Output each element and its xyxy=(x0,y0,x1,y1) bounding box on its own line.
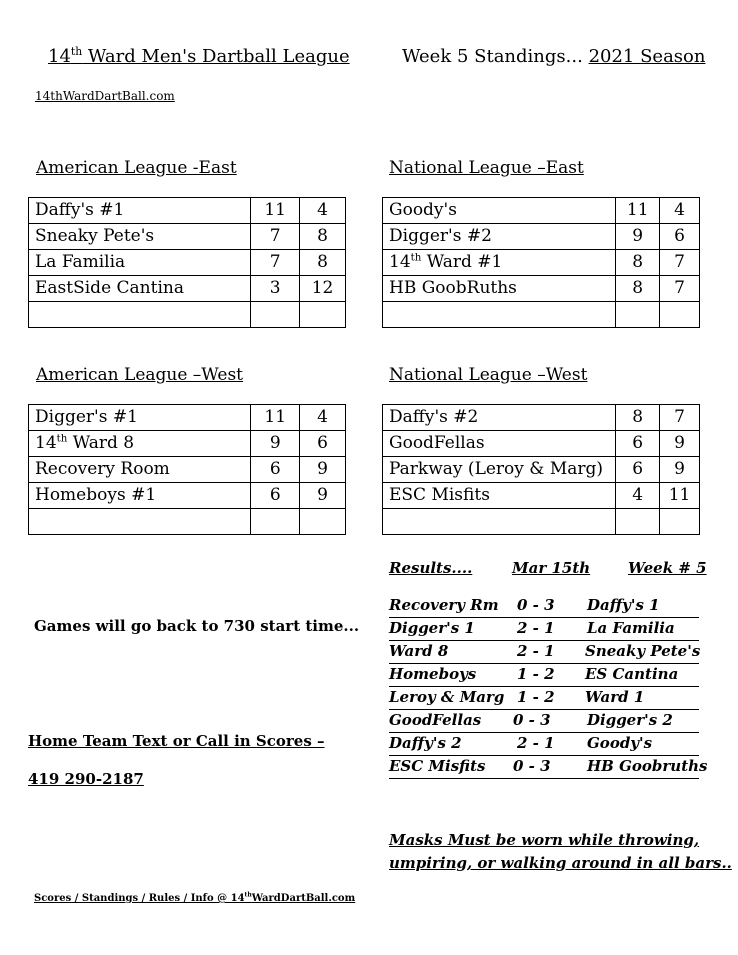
team-name xyxy=(29,431,251,457)
table-row xyxy=(383,483,700,509)
team-name-number: 14 xyxy=(389,252,411,272)
table-row xyxy=(383,431,700,457)
losses: 4 xyxy=(660,198,700,224)
team-name xyxy=(383,250,616,276)
team-name: GoodFellas xyxy=(383,431,616,457)
losses: 9 xyxy=(660,457,700,483)
wins: 7 xyxy=(251,224,300,250)
results-label: Results.... xyxy=(389,559,473,577)
losses: 11 xyxy=(660,483,700,509)
home-team: ESC Misfits xyxy=(389,757,486,775)
masks-note-line1: Masks Must be worn while throwing, xyxy=(389,831,700,849)
wins: 6 xyxy=(616,431,660,457)
league-title-sup: th xyxy=(70,45,83,58)
result-row xyxy=(389,596,699,618)
wins: 11 xyxy=(251,405,300,431)
empty-cell xyxy=(300,302,346,328)
table-row xyxy=(29,431,346,457)
score: 1 - 2 xyxy=(517,665,555,683)
score: 1 - 2 xyxy=(517,688,555,706)
score: 2 - 1 xyxy=(517,734,555,752)
wins: 7 xyxy=(251,250,300,276)
footer-links xyxy=(34,893,355,904)
phone-number[interactable]: 419 290-2187 xyxy=(28,770,144,788)
empty-cell xyxy=(660,302,700,328)
team-name-text: Ward #1 xyxy=(421,252,503,272)
start-time-note: Games will go back to 730 start time... xyxy=(34,617,360,635)
away-team: Daffy's 1 xyxy=(587,596,660,614)
team-name: Daffy's #2 xyxy=(383,405,616,431)
results-week: Week # 5 xyxy=(628,559,707,577)
wins: 8 xyxy=(616,405,660,431)
results-date: Mar 15th xyxy=(512,559,591,577)
team-name: La Familia xyxy=(29,250,251,276)
losses: 8 xyxy=(300,250,346,276)
losses: 9 xyxy=(300,483,346,509)
empty-cell xyxy=(251,302,300,328)
empty-cell xyxy=(616,302,660,328)
away-team: La Familia xyxy=(587,619,675,637)
table-row-empty xyxy=(29,302,346,328)
footer-sup: th xyxy=(244,891,252,899)
wins: 8 xyxy=(616,276,660,302)
empty-cell xyxy=(251,509,300,535)
result-row xyxy=(389,757,708,779)
league-title xyxy=(48,46,350,67)
nl-east-title: National League –East xyxy=(389,158,584,178)
wins: 4 xyxy=(616,483,660,509)
standings-title xyxy=(402,46,705,67)
team-name-sup: th xyxy=(410,252,422,264)
nl-west-table xyxy=(382,404,700,535)
team-name-text: Ward 8 xyxy=(67,433,135,453)
team-name-number: 14 xyxy=(35,433,57,453)
table-row xyxy=(383,276,700,302)
website-link[interactable]: 14thWardDartBall.com xyxy=(35,89,175,103)
table-row-empty xyxy=(29,509,346,535)
home-team-note: Home Team Text or Call in Scores – xyxy=(28,732,325,750)
table-row-empty xyxy=(383,509,700,535)
table-row xyxy=(383,198,700,224)
losses: 9 xyxy=(300,457,346,483)
empty-cell xyxy=(29,509,251,535)
wins: 6 xyxy=(251,457,300,483)
empty-cell xyxy=(300,509,346,535)
away-team: HB Goobruths xyxy=(587,757,708,775)
wins: 11 xyxy=(616,198,660,224)
team-name: Recovery Room xyxy=(29,457,251,483)
league-title-text: Ward Men's Dartball League xyxy=(82,46,350,67)
footer-site[interactable]: WardDartBall.com xyxy=(251,893,356,904)
table-row xyxy=(29,198,346,224)
home-team: Daffy's 2 xyxy=(389,734,462,752)
team-name: Daffy's #1 xyxy=(29,198,251,224)
away-team: ES Cantina xyxy=(585,665,679,683)
team-name: Sneaky Pete's xyxy=(29,224,251,250)
home-team: Digger's 1 xyxy=(389,619,475,637)
losses: 7 xyxy=(660,405,700,431)
team-name: EastSide Cantina xyxy=(29,276,251,302)
team-name: ESC Misfits xyxy=(383,483,616,509)
score: 0 - 3 xyxy=(517,596,555,614)
wins: 6 xyxy=(251,483,300,509)
league-title-number: 14 xyxy=(48,46,71,67)
result-row xyxy=(389,711,699,733)
result-row xyxy=(389,619,699,641)
nl-west-title: National League –West xyxy=(389,365,588,385)
losses: 8 xyxy=(300,224,346,250)
home-team: Homeboys xyxy=(389,665,477,683)
result-row xyxy=(389,642,699,664)
empty-cell xyxy=(616,509,660,535)
al-east-table xyxy=(28,197,346,328)
table-row xyxy=(383,224,700,250)
table-row xyxy=(383,250,700,276)
losses: 4 xyxy=(300,405,346,431)
losses: 7 xyxy=(660,276,700,302)
empty-cell xyxy=(29,302,251,328)
home-team: Recovery Rm xyxy=(389,596,499,614)
team-name: Parkway (Leroy & Marg) xyxy=(383,457,616,483)
wins: 9 xyxy=(251,431,300,457)
home-team: Leroy & Marg xyxy=(389,688,505,706)
team-name: Digger's #1 xyxy=(29,405,251,431)
result-row xyxy=(389,734,699,756)
table-row xyxy=(29,250,346,276)
season-label: 2021 Season xyxy=(588,46,706,67)
table-row xyxy=(29,457,346,483)
footer-text: Scores / Standings / Rules / Info @ 14 xyxy=(34,893,245,904)
nl-east-table xyxy=(382,197,700,328)
al-east-title: American League -East xyxy=(36,158,237,178)
table-row xyxy=(383,457,700,483)
away-team: Digger's 2 xyxy=(587,711,673,729)
team-name: Digger's #2 xyxy=(383,224,616,250)
losses: 12 xyxy=(300,276,346,302)
away-team: Ward 1 xyxy=(585,688,645,706)
away-team: Goody's xyxy=(587,734,653,752)
team-name: HB GoobRuths xyxy=(383,276,616,302)
score: 2 - 1 xyxy=(517,619,555,637)
wins: 9 xyxy=(616,224,660,250)
standings-week: Week 5 Standings... xyxy=(402,46,583,67)
team-name: Goody's xyxy=(383,198,616,224)
empty-cell xyxy=(660,509,700,535)
table-row xyxy=(383,405,700,431)
al-west-table xyxy=(28,404,346,535)
losses: 4 xyxy=(300,198,346,224)
wins: 11 xyxy=(251,198,300,224)
table-row xyxy=(29,224,346,250)
table-row xyxy=(29,483,346,509)
wins: 3 xyxy=(251,276,300,302)
wins: 8 xyxy=(616,250,660,276)
masks-note-line2: umpiring, or walking around in all bars.. xyxy=(389,854,732,872)
table-row xyxy=(29,276,346,302)
team-name-sup: th xyxy=(56,433,68,445)
empty-cell xyxy=(383,302,616,328)
score: 0 - 3 xyxy=(513,711,551,729)
team-name: Homeboys #1 xyxy=(29,483,251,509)
al-west-title: American League –West xyxy=(36,365,244,385)
home-team: GoodFellas xyxy=(389,711,482,729)
losses: 9 xyxy=(660,431,700,457)
losses: 7 xyxy=(660,250,700,276)
table-row-empty xyxy=(383,302,700,328)
score: 0 - 3 xyxy=(513,757,551,775)
empty-cell xyxy=(383,509,616,535)
home-team: Ward 8 xyxy=(389,642,449,660)
losses: 6 xyxy=(660,224,700,250)
result-row xyxy=(389,665,699,687)
wins: 6 xyxy=(616,457,660,483)
table-row xyxy=(29,405,346,431)
score: 2 - 1 xyxy=(517,642,555,660)
result-row xyxy=(389,688,699,710)
losses: 6 xyxy=(300,431,346,457)
away-team: Sneaky Pete's xyxy=(585,642,701,660)
